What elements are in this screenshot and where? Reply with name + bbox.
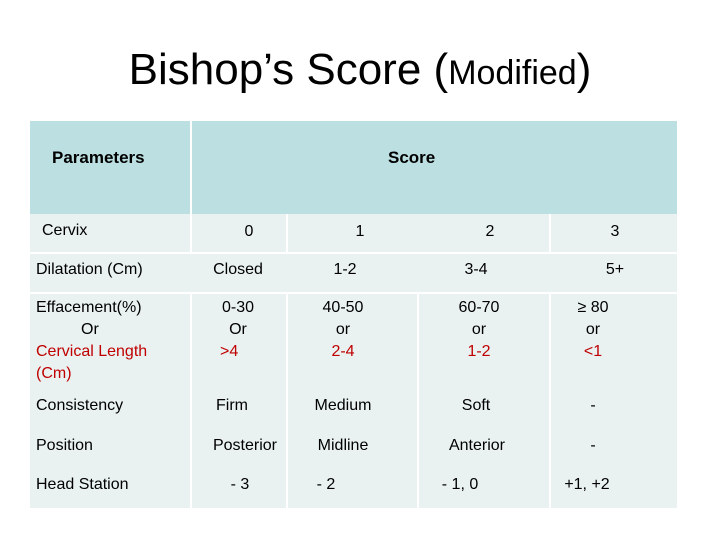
header-parameters: Parameters xyxy=(52,148,145,167)
effacement-score-3-line1: ≥ 80 xyxy=(577,299,609,316)
position-score-0: Posterior xyxy=(212,437,278,454)
cervix-divider-2 xyxy=(286,214,288,252)
column-divider xyxy=(190,292,192,508)
title-modified: Modified xyxy=(448,54,577,92)
head-station-score-1: - 2 xyxy=(316,476,336,493)
column-divider xyxy=(549,292,551,508)
row-separator xyxy=(30,292,677,294)
effacement-score-2-line2: or xyxy=(471,321,487,338)
column-divider xyxy=(286,292,288,508)
title-main: Bishop’s Score ( xyxy=(128,45,449,94)
head-station-score-3: +1, +2 xyxy=(564,476,610,493)
effacement-score-2-line3: 1-2 xyxy=(467,343,491,360)
effacement-score-0-line3: >4 xyxy=(220,343,239,360)
effacement-score-3-line2: or xyxy=(585,321,601,338)
cervix-label: Cervix xyxy=(42,222,88,239)
head-station-score-2: - 1, 0 xyxy=(441,476,479,493)
consistency-score-2: Soft xyxy=(461,397,491,414)
cervix-score-3: 3 xyxy=(610,223,620,240)
row-separator xyxy=(30,252,677,254)
cervix-score-1: 1 xyxy=(355,223,365,240)
column-divider xyxy=(417,292,419,508)
effacement-score-1-line3: 2-4 xyxy=(331,343,355,360)
consistency-score-1: Medium xyxy=(314,397,372,414)
effacement-score-0-line2: Or xyxy=(229,321,247,338)
bishop-score-table xyxy=(30,121,677,508)
effacement-score-1-line1: 40-50 xyxy=(322,299,364,316)
cervical-length-label: Cervical Length xyxy=(36,343,148,360)
dilatation-score-3: 5+ xyxy=(605,261,625,278)
effacement-score-1-line2: or xyxy=(335,321,351,338)
position-score-1: Midline xyxy=(317,437,369,454)
consistency-score-0: Firm xyxy=(216,397,248,414)
effacement-score-3-line3: <1 xyxy=(583,343,603,360)
cervix-divider-3 xyxy=(549,214,551,252)
consistency-label: Consistency xyxy=(36,397,124,414)
dilatation-label: Dilatation (Cm) xyxy=(36,261,143,278)
head-station-label: Head Station xyxy=(36,476,129,493)
dilatation-score-2: 3-4 xyxy=(464,261,488,278)
header-score: Score xyxy=(388,148,436,167)
cervix-score-0: 0 xyxy=(244,223,254,240)
consistency-score-3: - xyxy=(590,397,596,414)
head-station-score-0: - 3 xyxy=(230,476,250,493)
page-title xyxy=(0,40,720,103)
header-divider xyxy=(190,121,192,214)
title-close: ) xyxy=(576,45,592,94)
dilatation-score-0: Closed xyxy=(213,261,263,278)
dilatation-score-1: 1-2 xyxy=(333,261,357,278)
position-score-3: - xyxy=(590,437,596,454)
cervix-score-2: 2 xyxy=(485,223,495,240)
effacement-score-0-line1: 0-30 xyxy=(221,299,255,316)
effacement-label-line1: Effacement(%) xyxy=(36,299,142,316)
effacement-label-line2: Or xyxy=(81,321,99,338)
position-score-2: Anterior xyxy=(448,437,506,454)
cervix-divider-1 xyxy=(190,214,192,252)
position-label: Position xyxy=(36,437,93,454)
effacement-score-2-line1: 60-70 xyxy=(458,299,500,316)
cervical-length-unit: (Cm) xyxy=(36,365,72,382)
